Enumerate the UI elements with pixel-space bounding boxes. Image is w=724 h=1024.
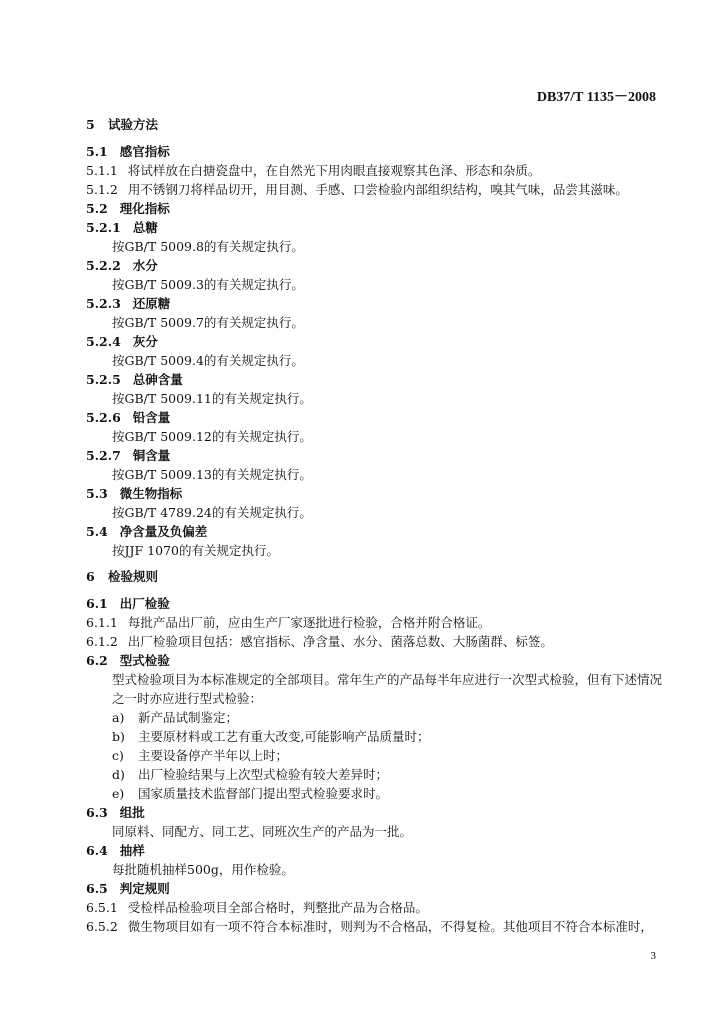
clause-number: 6.1.1 bbox=[86, 615, 118, 630]
line-text: 型式检验 bbox=[119, 653, 170, 668]
clause-number: b) bbox=[112, 729, 125, 744]
line-text: 水分 bbox=[132, 258, 158, 273]
clause-number: 5.1 bbox=[86, 144, 108, 159]
line-text: 总糖 bbox=[132, 220, 158, 235]
line-text: 理化指标 bbox=[119, 201, 170, 216]
subsection-heading bbox=[86, 446, 662, 465]
paragraph bbox=[86, 465, 662, 484]
line-text: 按JJF 1070的有关规定执行。 bbox=[112, 543, 279, 558]
paragraph bbox=[86, 237, 662, 256]
subsection-heading bbox=[86, 879, 662, 898]
clause-number: 5.2.1 bbox=[86, 220, 121, 235]
clause-number: 5.2.7 bbox=[86, 448, 121, 463]
subsection-heading bbox=[86, 218, 662, 237]
clause-number: 6.5 bbox=[86, 881, 108, 896]
paragraph bbox=[86, 822, 662, 841]
subsection-heading bbox=[86, 294, 662, 313]
clause bbox=[86, 917, 662, 936]
line-text: 出厂检验项目包括：感官指标、净含量、水分、菌落总数、大肠菌群、标签。 bbox=[127, 634, 553, 649]
clause-number: e) bbox=[112, 786, 125, 801]
clause-number: 6.4 bbox=[86, 843, 108, 858]
subsection-heading bbox=[86, 803, 662, 822]
paragraph bbox=[86, 275, 662, 294]
clause-number: a) bbox=[112, 710, 125, 725]
list-item bbox=[86, 746, 662, 765]
subsection-heading bbox=[86, 142, 662, 161]
clause bbox=[86, 613, 662, 632]
clause bbox=[86, 632, 662, 651]
line-text: 感官指标 bbox=[119, 144, 170, 159]
clause-number: 6.3 bbox=[86, 805, 108, 820]
subsection-heading bbox=[86, 256, 662, 275]
clause-number: 6.1 bbox=[86, 596, 108, 611]
clause bbox=[86, 180, 662, 199]
section-heading bbox=[86, 108, 662, 142]
line-text: 灰分 bbox=[132, 334, 158, 349]
line-text: 按GB/T 5009.11的有关规定执行。 bbox=[112, 391, 312, 406]
line-text: 检验规则 bbox=[108, 569, 159, 584]
clause-number: 5.4 bbox=[86, 524, 108, 539]
line-text: 主要设备停产半年以上时； bbox=[138, 748, 289, 763]
paragraph bbox=[86, 670, 662, 708]
list-item bbox=[86, 765, 662, 784]
line-text: 国家质量技术监督部门提出型式检验要求时。 bbox=[138, 786, 389, 801]
line-text: 还原糖 bbox=[132, 296, 171, 311]
clause-number: 5.2.3 bbox=[86, 296, 121, 311]
line-text: 新产品试制鉴定； bbox=[138, 710, 239, 725]
line-text: 按GB/T 5009.8的有关规定执行。 bbox=[112, 239, 304, 254]
line-text: 总砷含量 bbox=[132, 372, 183, 387]
paragraph bbox=[86, 389, 662, 408]
clause-number: 5.1.2 bbox=[86, 182, 118, 197]
clause-number: d) bbox=[112, 767, 125, 782]
clause bbox=[86, 161, 662, 180]
line-text: 按GB/T 4789.24的有关规定执行。 bbox=[112, 505, 312, 520]
line-text: 微生物项目如有一项不符合本标准时，则判为不合格品，不得复检。其他项目不符合本标准时， bbox=[127, 919, 653, 934]
document-body bbox=[86, 108, 662, 936]
page-number: 3 bbox=[650, 950, 656, 962]
clause-number: c) bbox=[112, 748, 124, 763]
subsection-heading bbox=[86, 408, 662, 427]
line-text: 主要原材料或工艺有重大改变,可能影响产品质量时； bbox=[138, 729, 430, 744]
clause-number: 6.1.2 bbox=[86, 634, 118, 649]
line-text: 微生物指标 bbox=[119, 486, 183, 501]
clause-number: 6 bbox=[86, 569, 95, 584]
paragraph bbox=[86, 860, 662, 879]
clause bbox=[86, 898, 662, 917]
line-text: 将试样放在白搪瓷盘中，在自然光下用肉眼直接观察其色泽、形态和杂质。 bbox=[127, 163, 541, 178]
subsection-heading bbox=[86, 484, 662, 503]
line-text: 出厂检验 bbox=[119, 596, 170, 611]
clause-number: 6.5.1 bbox=[86, 900, 118, 915]
list-item bbox=[86, 727, 662, 746]
clause-number: 5.2 bbox=[86, 201, 108, 216]
list-item bbox=[86, 708, 662, 727]
subsection-heading bbox=[86, 332, 662, 351]
line-text: 出厂检验结果与上次型式检验有较大差异时； bbox=[138, 767, 389, 782]
clause-number: 6.2 bbox=[86, 653, 108, 668]
line-text: 每批产品出厂前，应由生产厂家逐批进行检验，合格并附合格证。 bbox=[127, 615, 491, 630]
line-text: 受检样品检验项目全部合格时，判整批产品为合格品。 bbox=[127, 900, 428, 915]
document-code: DB37/T 1135－2008 bbox=[536, 90, 656, 105]
clause-number: 5 bbox=[86, 117, 95, 132]
line-text: 判定规则 bbox=[119, 881, 170, 896]
line-text: 试验方法 bbox=[108, 117, 159, 132]
line-text: 型式检验项目为本标准规定的全部项目。常年生产的产品每半年应进行一次型式检验，但有下述情况之一时亦应进行型式检验： bbox=[112, 672, 662, 706]
paragraph bbox=[86, 313, 662, 332]
subsection-heading bbox=[86, 370, 662, 389]
line-text: 铅含量 bbox=[132, 410, 171, 425]
line-text: 按GB/T 5009.13的有关规定执行。 bbox=[112, 467, 312, 482]
section-heading bbox=[86, 560, 662, 594]
clause-number: 5.3 bbox=[86, 486, 108, 501]
line-text: 净含量及负偏差 bbox=[119, 524, 208, 539]
subsection-heading bbox=[86, 651, 662, 670]
paragraph bbox=[86, 351, 662, 370]
list-item bbox=[86, 784, 662, 803]
clause-number: 5.2.6 bbox=[86, 410, 121, 425]
clause-number: 6.5.2 bbox=[86, 919, 118, 934]
line-text: 铜含量 bbox=[132, 448, 171, 463]
line-text: 按GB/T 5009.4的有关规定执行。 bbox=[112, 353, 304, 368]
subsection-heading bbox=[86, 594, 662, 613]
subsection-heading bbox=[86, 841, 662, 860]
subsection-heading bbox=[86, 199, 662, 218]
line-text: 按GB/T 5009.7的有关规定执行。 bbox=[112, 315, 304, 330]
clause-number: 5.2.4 bbox=[86, 334, 121, 349]
paragraph bbox=[86, 427, 662, 446]
line-text: 用不锈钢刀将样品切开，用目测、手感、口尝检验内部组织结构，嗅其气味，品尝其滋味。 bbox=[127, 182, 628, 197]
line-text: 同原料、同配方、同工艺、同班次生产的产品为一批。 bbox=[112, 824, 413, 839]
line-text: 抽样 bbox=[119, 843, 145, 858]
paragraph bbox=[86, 503, 662, 522]
line-text: 按GB/T 5009.12的有关规定执行。 bbox=[112, 429, 312, 444]
paragraph bbox=[86, 541, 662, 560]
line-text: 组批 bbox=[119, 805, 145, 820]
line-text: 按GB/T 5009.3的有关规定执行。 bbox=[112, 277, 304, 292]
clause-number: 5.2.2 bbox=[86, 258, 121, 273]
clause-number: 5.2.5 bbox=[86, 372, 121, 387]
subsection-heading bbox=[86, 522, 662, 541]
clause-number: 5.1.1 bbox=[86, 163, 118, 178]
line-text: 每批随机抽样500g，用作检验。 bbox=[112, 862, 294, 877]
